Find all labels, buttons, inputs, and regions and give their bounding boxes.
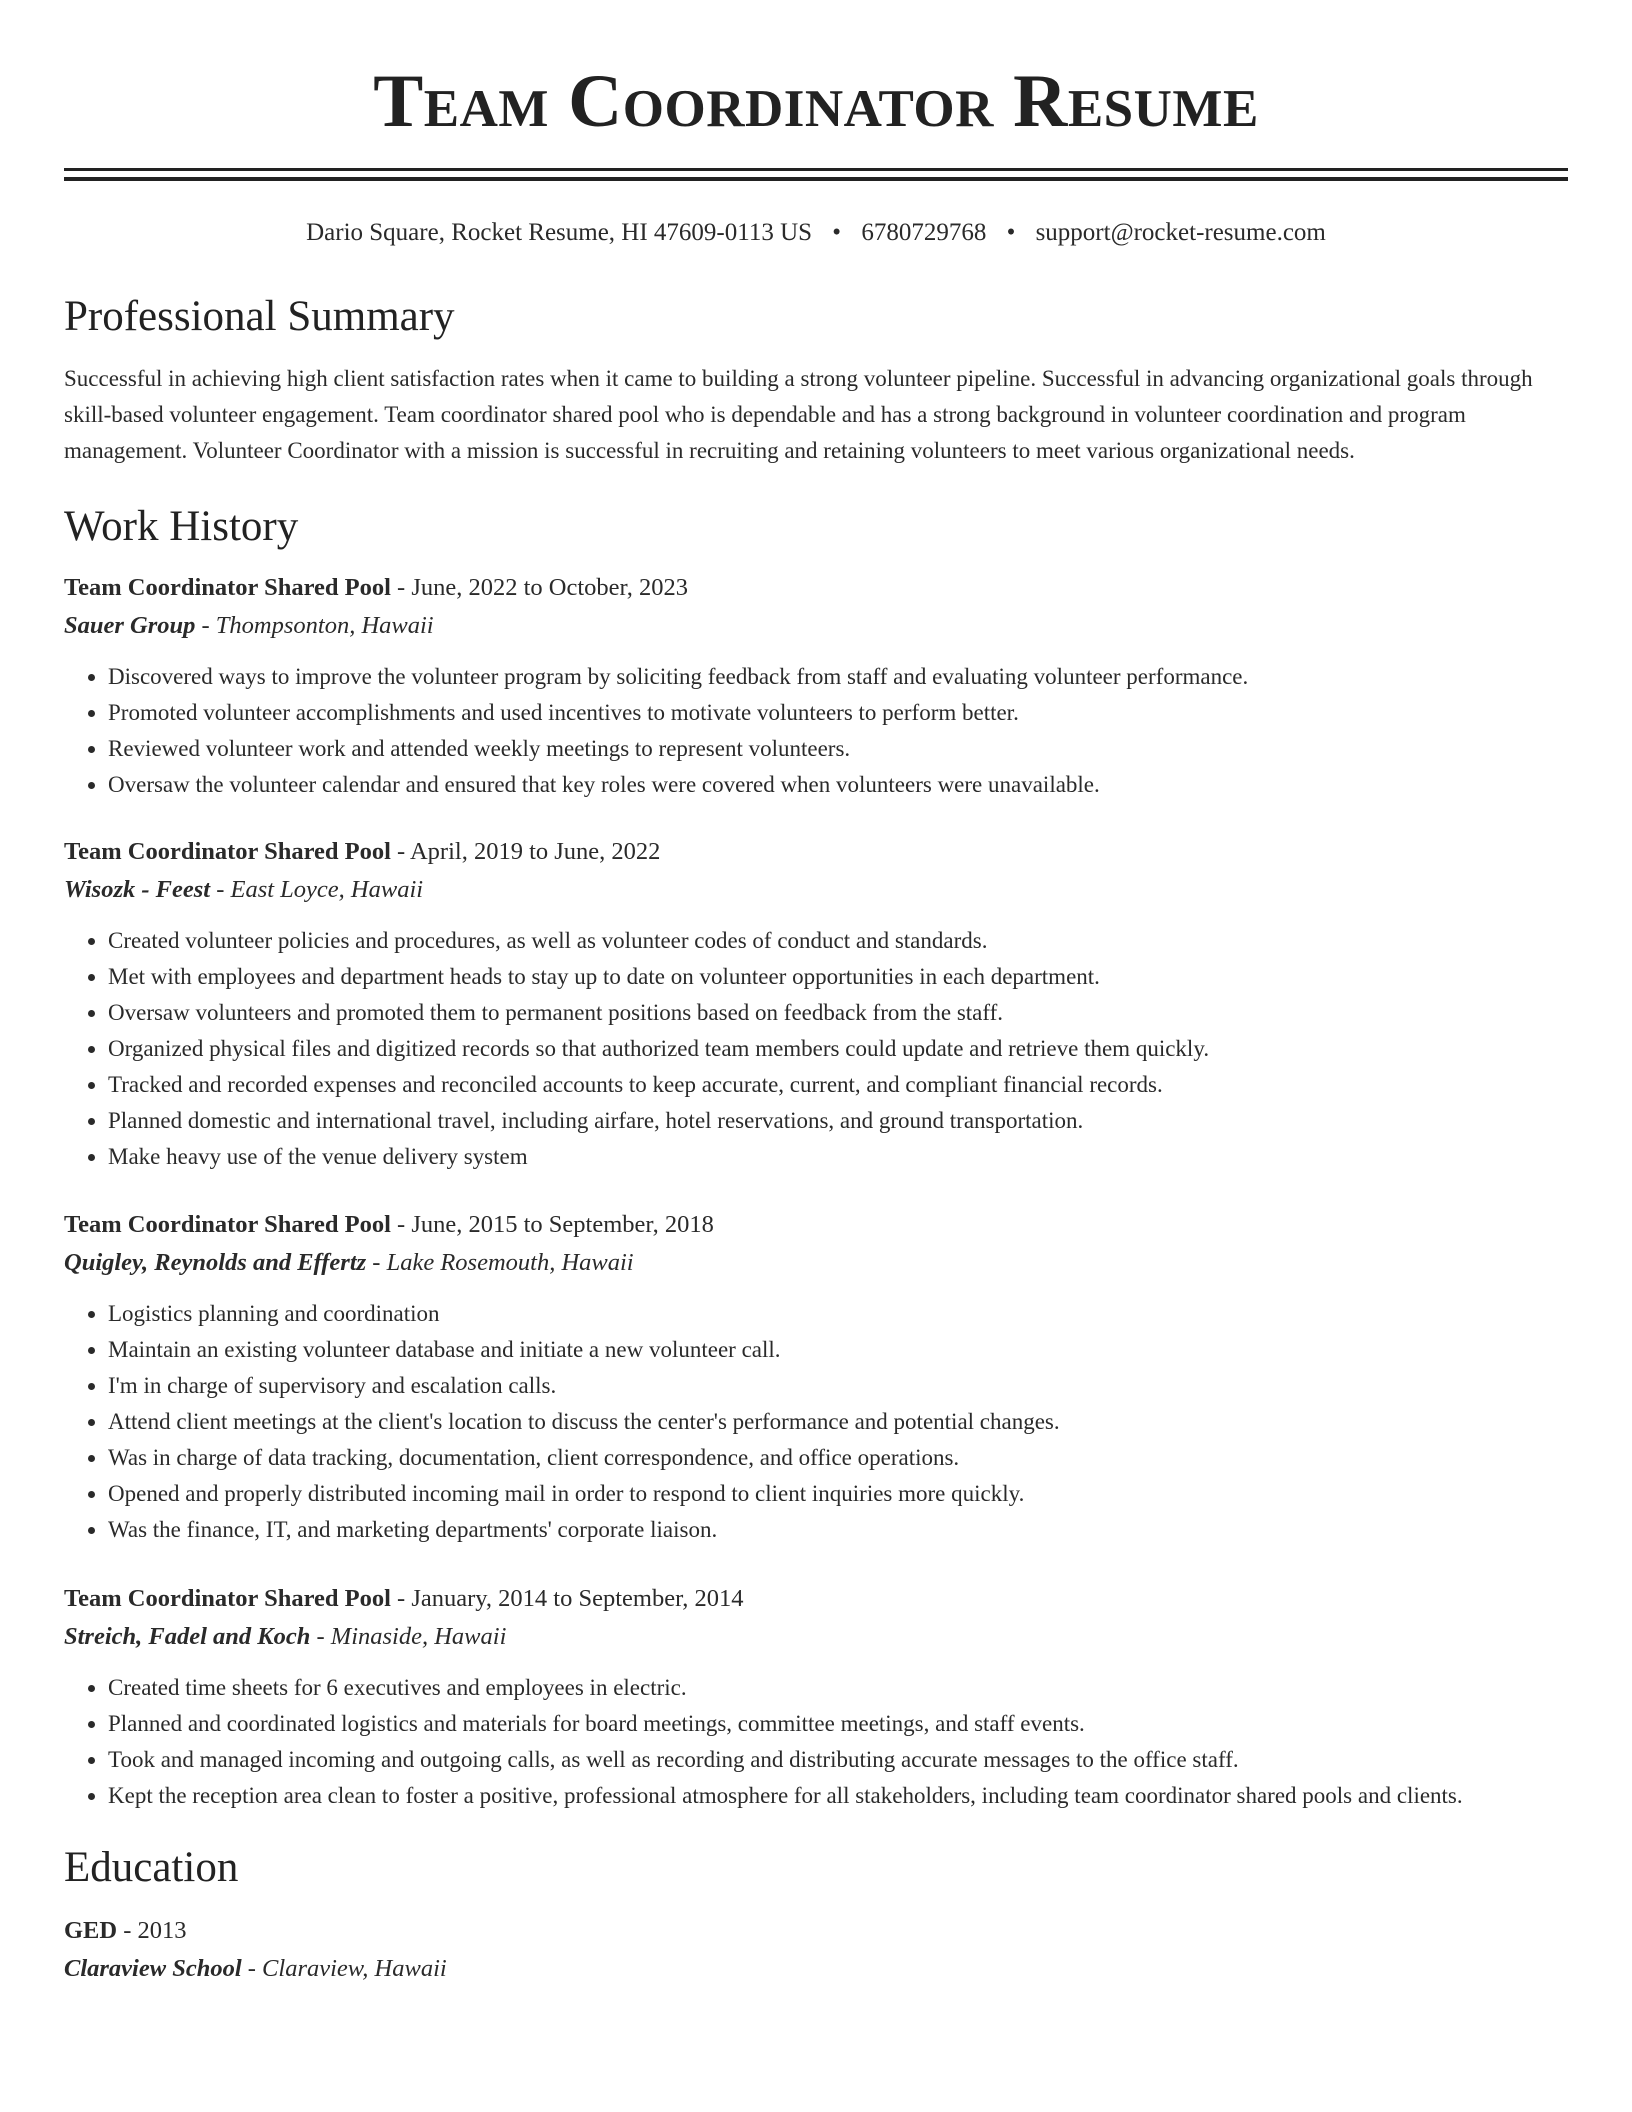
duty-item: • Oversaw volunteers and promoted them to permanent positions based on feedback from the staff. xyxy=(108,995,1568,1031)
job-company-line xyxy=(64,607,1568,645)
work-history-heading: Work History xyxy=(64,503,299,550)
duty-item: • Maintain an existing volunteer database and initiate a new volunteer call. xyxy=(108,1332,1568,1368)
contact-separator: • xyxy=(832,219,842,246)
job-duties-list xyxy=(64,923,1568,1175)
job-duties-list xyxy=(64,659,1568,803)
job-title: Team Coordinator Shared Pool xyxy=(64,574,391,601)
duty-item: • Was the finance, IT, and marketing departments' corporate liaison. xyxy=(108,1512,1568,1548)
duty-item: • Promoted volunteer accomplishments and used incentives to motivate volunteers to perform better. xyxy=(108,695,1568,731)
job-dates: - June, 2022 to October, 2023 xyxy=(390,574,688,601)
duty-item: • Logistics planning and coordination xyxy=(108,1296,1568,1332)
contact-email: support@rocket-resume.com xyxy=(1035,219,1326,246)
contact-address: Dario Square, Rocket Resume, HI 47609-0113 US xyxy=(306,219,813,246)
summary-text: Successful in achieving high client satisfaction rates when it came to building a strong volunteer pipeline. Successful in advancing organizational goals through skill-based volunteer engagement. Team coordinator shared pool who is dependable and has a strong background in volunteer coordination and program management. Volunteer Coordinator with a mission is successful in recruiting and retaining volunteers to meet various organizational needs. xyxy=(64,366,1533,463)
job-company-line xyxy=(64,871,1568,909)
duty-item: • Planned and coordinated logistics and materials for board meetings, committee meetings, and staff events. xyxy=(108,1706,1568,1742)
job-dates: - June, 2015 to September, 2018 xyxy=(390,1211,714,1238)
summary-heading: Professional Summary xyxy=(64,293,455,340)
duty-item: • Created time sheets for 6 executives and employees in electric. xyxy=(108,1670,1568,1706)
job-dates: - January, 2014 to September, 2014 xyxy=(390,1585,744,1612)
title-divider-thick xyxy=(64,177,1568,181)
duty-item: • I'm in charge of supervisory and escalation calls. xyxy=(108,1368,1568,1404)
job-location: - East Loyce, Hawaii xyxy=(210,876,424,903)
job-title: Team Coordinator Shared Pool xyxy=(64,1585,391,1612)
job-entry xyxy=(64,833,1568,1175)
job-company: Wisozk - Feest xyxy=(64,876,211,903)
job-title-line xyxy=(64,833,1568,871)
contact-separator: • xyxy=(1006,219,1016,246)
education-location: - Claraview, Hawaii xyxy=(241,1955,447,1982)
duty-item: • Created volunteer policies and procedures, as well as volunteer codes of conduct and standards. xyxy=(108,923,1568,959)
duty-item: • Tracked and recorded expenses and reconciled accounts to keep accurate, current, and compliant financial records. xyxy=(108,1067,1568,1103)
duty-item: • Oversaw the volunteer calendar and ensured that key roles were covered when volunteers were unavailable. xyxy=(108,767,1568,803)
duty-item: • Planned domestic and international travel, including airfare, hotel reservations, and ground transportation. xyxy=(108,1103,1568,1139)
duty-item: • Was in charge of data tracking, documentation, client correspondence, and office operations. xyxy=(108,1440,1568,1476)
job-title-line xyxy=(64,1580,1568,1618)
duty-item: • Kept the reception area clean to foster a positive, professional atmosphere for all stakeholders, including team coordinator shared pools and clients. xyxy=(108,1778,1568,1814)
contact-line xyxy=(64,217,1568,249)
duty-item: • Met with employees and department heads to stay up to date on volunteer opportunities in each department. xyxy=(108,959,1568,995)
duty-item: • Organized physical files and digitized records so that authorized team members could update and retrieve them quickly. xyxy=(108,1031,1568,1067)
education-degree-line xyxy=(64,1912,1568,1950)
job-location: - Lake Rosemouth, Hawaii xyxy=(366,1249,634,1276)
job-entry xyxy=(64,1206,1568,1548)
job-dates: - April, 2019 to June, 2022 xyxy=(390,838,661,865)
resume-title: Team Coordinator Resume xyxy=(373,60,1259,143)
job-company-line xyxy=(64,1244,1568,1282)
job-title: Team Coordinator Shared Pool xyxy=(64,838,391,865)
job-title: Team Coordinator Shared Pool xyxy=(64,1211,391,1238)
education-school-line xyxy=(64,1950,1568,1988)
job-location: - Thompsonton, Hawaii xyxy=(195,612,434,639)
duty-item: • Opened and properly distributed incoming mail in order to respond to client inquiries more quickly. xyxy=(108,1476,1568,1512)
job-entry xyxy=(64,1580,1568,1814)
job-company: Quigley, Reynolds and Effertz xyxy=(64,1249,367,1276)
job-location: - Minaside, Hawaii xyxy=(310,1623,507,1650)
education-heading: Education xyxy=(64,1844,239,1891)
title-divider-thin xyxy=(64,168,1568,171)
job-company: Sauer Group xyxy=(64,612,196,639)
job-company-line xyxy=(64,1618,1568,1656)
education-school: Claraview School xyxy=(64,1955,242,1982)
job-title-line xyxy=(64,1206,1568,1244)
contact-phone: 6780729768 xyxy=(861,219,987,246)
education-year: - 2013 xyxy=(117,1917,187,1944)
job-duties-list xyxy=(64,1670,1568,1814)
job-duties-list xyxy=(64,1296,1568,1548)
duty-item: • Make heavy use of the venue delivery system xyxy=(108,1139,1568,1175)
education-entry xyxy=(64,1912,1568,1988)
job-company: Streich, Fadel and Koch xyxy=(64,1623,311,1650)
duty-item: • Reviewed volunteer work and attended weekly meetings to represent volunteers. xyxy=(108,731,1568,767)
job-title-line xyxy=(64,569,1568,607)
duty-item: • Attend client meetings at the client's location to discuss the center's performance and potential changes. xyxy=(108,1404,1568,1440)
duty-item: • Discovered ways to improve the volunteer program by soliciting feedback from staff and evaluating volunteer performance. xyxy=(108,659,1568,695)
job-entry xyxy=(64,569,1568,803)
duty-item: • Took and managed incoming and outgoing calls, as well as recording and distributing accurate messages to the office staff. xyxy=(108,1742,1568,1778)
education-degree: GED xyxy=(64,1917,118,1944)
